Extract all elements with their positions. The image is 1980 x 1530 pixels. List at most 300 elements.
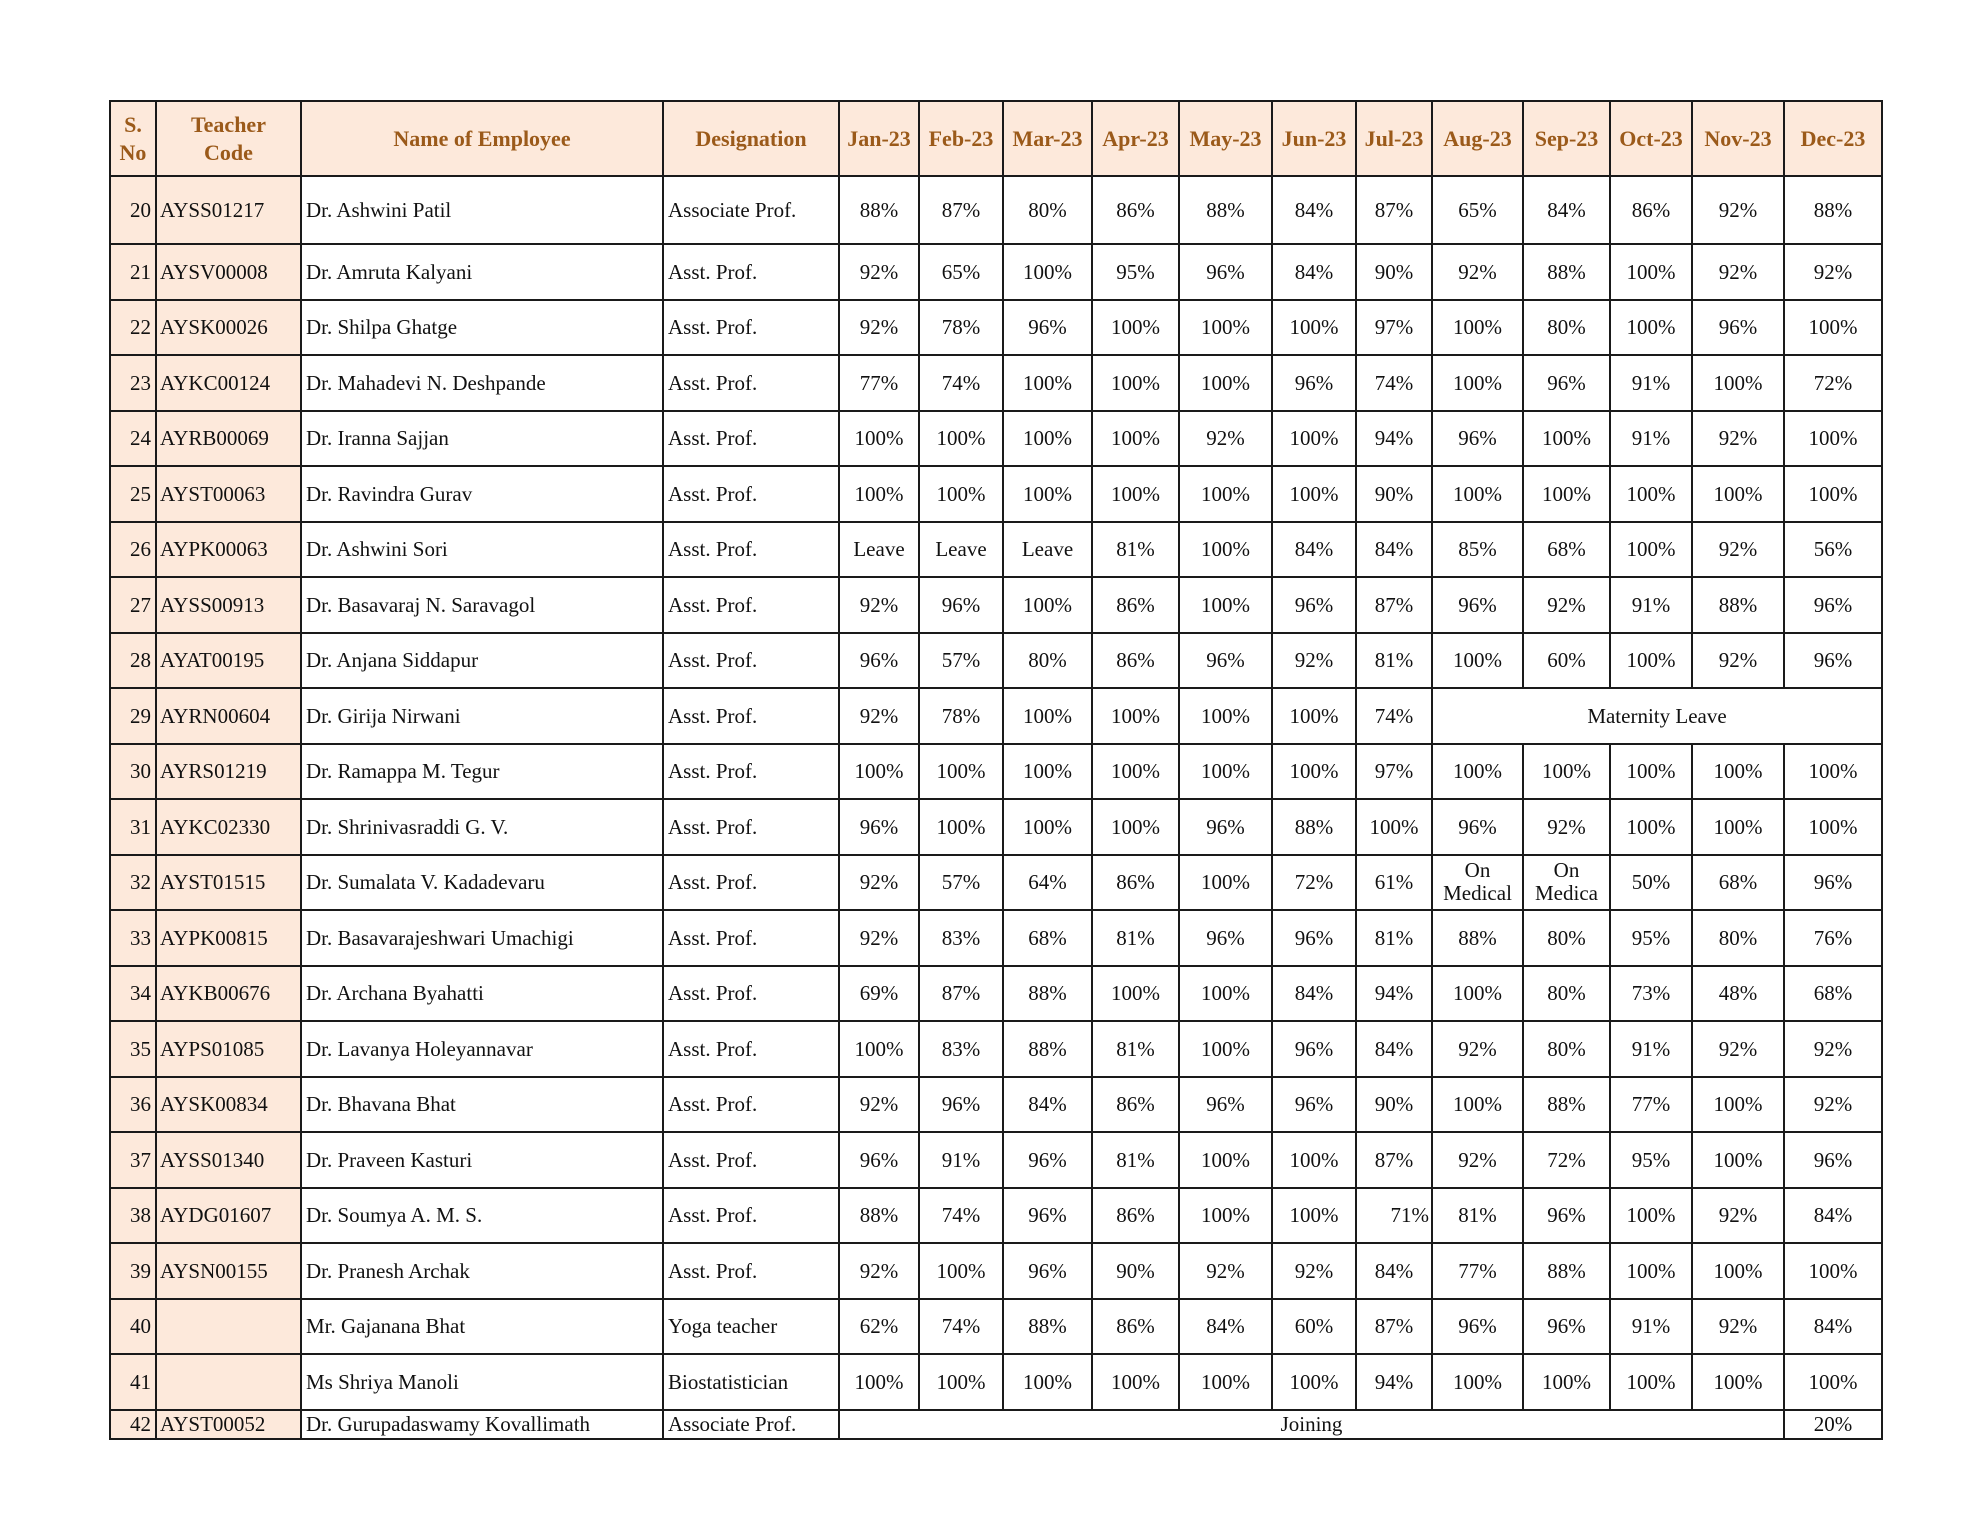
attendance-cell: 96% (1523, 1299, 1610, 1355)
attendance-cell: 76% (1784, 910, 1882, 966)
teacher-code-cell: AYST00052 (156, 1410, 301, 1439)
attendance-cell: 100% (1610, 1243, 1692, 1299)
attendance-cell: 100% (1003, 244, 1092, 300)
attendance-cell: 96% (1179, 1077, 1272, 1133)
header-month: Feb-23 (919, 101, 1003, 176)
attendance-cell: 86% (1092, 1188, 1179, 1244)
header-month: Mar-23 (1003, 101, 1092, 176)
attendance-cell: 92% (1692, 411, 1784, 467)
employee-name-cell: Dr. Sumalata V. Kadadevaru (301, 855, 663, 911)
attendance-cell: 92% (1784, 244, 1882, 300)
designation-cell: Associate Prof. (663, 176, 839, 244)
attendance-cell: 96% (839, 799, 919, 855)
employee-name-cell: Dr. Ashwini Patil (301, 176, 663, 244)
header-sno-line1: S. (124, 112, 142, 137)
table-row (110, 1410, 1882, 1439)
attendance-cell: 97% (1356, 744, 1432, 800)
attendance-cell: 87% (1356, 1132, 1432, 1188)
designation-cell: Asst. Prof. (663, 355, 839, 411)
attendance-cell: 100% (1179, 466, 1272, 522)
attendance-cell: 81% (1356, 910, 1432, 966)
attendance-cell: 92% (839, 1243, 919, 1299)
attendance-cell: 96% (1272, 910, 1356, 966)
serial-number-cell: 24 (110, 411, 156, 467)
attendance-cell: 100% (1432, 966, 1523, 1022)
attendance-cell: 100% (1610, 1188, 1692, 1244)
table-row (110, 522, 1882, 578)
attendance-cell: 92% (839, 855, 919, 911)
attendance-cell: 91% (919, 1132, 1003, 1188)
header-sno-line2: No (119, 139, 147, 165)
attendance-cell: 81% (1092, 1132, 1179, 1188)
attendance-cell: 92% (839, 244, 919, 300)
attendance-cell: 100% (1610, 466, 1692, 522)
table-row (110, 411, 1882, 467)
teacher-code-cell: AYKC02330 (156, 799, 301, 855)
attendance-cell: 74% (1356, 688, 1432, 744)
attendance-cell: 100% (1610, 1354, 1692, 1410)
attendance-cell: 96% (1003, 1188, 1092, 1244)
serial-number-cell: 36 (110, 1077, 156, 1133)
attendance-cell: 100% (1179, 855, 1272, 911)
attendance-cell: 86% (1092, 1299, 1179, 1355)
attendance-cell: 100% (1179, 577, 1272, 633)
attendance-cell: 91% (1610, 1299, 1692, 1355)
serial-number-cell: 27 (110, 577, 156, 633)
attendance-cell: 81% (1356, 633, 1432, 689)
attendance-cell: 100% (1432, 300, 1523, 356)
table-row (110, 577, 1882, 633)
attendance-cell: 100% (1092, 466, 1179, 522)
attendance-cell: 60% (1523, 633, 1610, 689)
attendance-cell: 100% (1356, 799, 1432, 855)
serial-number-cell: 33 (110, 910, 156, 966)
designation-cell: Asst. Prof. (663, 244, 839, 300)
attendance-cell: 88% (1784, 176, 1882, 244)
designation-cell: Yoga teacher (663, 1299, 839, 1355)
attendance-cell: 100% (1523, 411, 1610, 467)
attendance-cell: 92% (1432, 1132, 1523, 1188)
attendance-cell: 96% (839, 633, 919, 689)
employee-name-cell: Dr. Basavarajeshwari Umachigi (301, 910, 663, 966)
attendance-cell: 64% (1003, 855, 1092, 911)
teacher-code-cell: AYST00063 (156, 466, 301, 522)
employee-name-cell: Dr. Basavaraj N. Saravagol (301, 577, 663, 633)
header-sno (110, 101, 156, 176)
attendance-cell: 100% (1003, 577, 1092, 633)
attendance-cell: 50% (1610, 855, 1692, 911)
attendance-cell: 100% (1784, 300, 1882, 356)
attendance-cell: 100% (1784, 744, 1882, 800)
attendance-cell: 96% (1003, 1243, 1092, 1299)
employee-name-cell: Dr. Iranna Sajjan (301, 411, 663, 467)
table-row (110, 176, 1882, 244)
designation-cell: Asst. Prof. (663, 522, 839, 578)
attendance-cell: 68% (1523, 522, 1610, 578)
attendance-cell: 80% (1523, 966, 1610, 1022)
header-month: May-23 (1179, 101, 1272, 176)
merged-note-cell: Maternity Leave (1432, 688, 1882, 744)
attendance-cell: 74% (919, 1299, 1003, 1355)
attendance-cell: 96% (1272, 355, 1356, 411)
attendance-cell: 100% (1523, 1354, 1610, 1410)
employee-name-cell: Dr. Anjana Siddapur (301, 633, 663, 689)
attendance-cell: 100% (1003, 411, 1092, 467)
attendance-cell: 100% (1610, 300, 1692, 356)
designation-cell: Asst. Prof. (663, 1021, 839, 1077)
attendance-cell: 100% (1784, 799, 1882, 855)
serial-number-cell: 26 (110, 522, 156, 578)
employee-name-cell: Dr. Lavanya Holeyannavar (301, 1021, 663, 1077)
attendance-cell: 62% (839, 1299, 919, 1355)
attendance-cell: 100% (1610, 799, 1692, 855)
designation-cell: Asst. Prof. (663, 966, 839, 1022)
attendance-cell: 96% (1523, 1188, 1610, 1244)
designation-cell: Asst. Prof. (663, 466, 839, 522)
attendance-cell: 48% (1692, 966, 1784, 1022)
attendance-cell: 100% (1432, 633, 1523, 689)
attendance-cell: 100% (919, 1354, 1003, 1410)
attendance-cell: 96% (1784, 577, 1882, 633)
attendance-cell: 96% (1272, 1077, 1356, 1133)
teacher-code-cell: AYSV00008 (156, 244, 301, 300)
attendance-table (109, 100, 1883, 1440)
attendance-cell: 96% (1692, 300, 1784, 356)
attendance-cell: 96% (919, 577, 1003, 633)
attendance-cell: 96% (919, 1077, 1003, 1133)
attendance-cell: 81% (1092, 1021, 1179, 1077)
attendance-cell: 92% (1692, 522, 1784, 578)
attendance-cell: 61% (1356, 855, 1432, 911)
attendance-cell: 100% (1003, 688, 1092, 744)
employee-name-cell: Dr. Ashwini Sori (301, 522, 663, 578)
table-row (110, 355, 1882, 411)
attendance-cell: 100% (919, 466, 1003, 522)
attendance-cell: 81% (1092, 522, 1179, 578)
attendance-cell: 100% (1272, 466, 1356, 522)
attendance-cell: 100% (1179, 1021, 1272, 1077)
attendance-cell: 80% (1003, 633, 1092, 689)
attendance-cell: 96% (1179, 244, 1272, 300)
attendance-cell: 90% (1356, 244, 1432, 300)
employee-name-cell: Dr. Amruta Kalyani (301, 244, 663, 300)
attendance-cell: 92% (1692, 1188, 1784, 1244)
attendance-cell: 100% (1272, 688, 1356, 744)
attendance-cell: 100% (839, 1021, 919, 1077)
employee-name-cell: Dr. Girija Nirwani (301, 688, 663, 744)
attendance-cell: 84% (1272, 966, 1356, 1022)
attendance-cell: 88% (839, 1188, 919, 1244)
attendance-cell: 100% (1784, 1354, 1882, 1410)
attendance-cell: 100% (1092, 799, 1179, 855)
serial-number-cell: 31 (110, 799, 156, 855)
attendance-cell: 88% (1003, 1021, 1092, 1077)
attendance-cell: 85% (1432, 522, 1523, 578)
attendance-cell: 100% (1692, 466, 1784, 522)
attendance-cell: 100% (1003, 799, 1092, 855)
attendance-cell: 60% (1272, 1299, 1356, 1355)
attendance-cell: 91% (1610, 355, 1692, 411)
attendance-cell: 100% (1092, 1354, 1179, 1410)
attendance-cell: 96% (1432, 577, 1523, 633)
employee-name-cell: Dr. Praveen Kasturi (301, 1132, 663, 1188)
attendance-cell: 80% (1523, 300, 1610, 356)
attendance-cell: 92% (1692, 244, 1784, 300)
attendance-cell: 57% (919, 633, 1003, 689)
attendance-cell: 100% (1003, 1354, 1092, 1410)
attendance-cell: 83% (919, 1021, 1003, 1077)
attendance-cell: 100% (1179, 744, 1272, 800)
serial-number-cell: 30 (110, 744, 156, 800)
attendance-cell: 92% (1272, 633, 1356, 689)
attendance-cell: 88% (1003, 1299, 1092, 1355)
teacher-code-cell: AYPK00815 (156, 910, 301, 966)
teacher-code-cell: AYSS01217 (156, 176, 301, 244)
header-month: Jan-23 (839, 101, 919, 176)
attendance-cell: 95% (1092, 244, 1179, 300)
attendance-cell: 84% (1523, 176, 1610, 244)
attendance-cell: 94% (1356, 966, 1432, 1022)
teacher-code-cell: AYSS00913 (156, 577, 301, 633)
attendance-cell: 72% (1784, 355, 1882, 411)
attendance-cell: 90% (1092, 1243, 1179, 1299)
attendance-cell: 96% (1179, 799, 1272, 855)
table-row (110, 688, 1882, 744)
attendance-cell: 100% (1272, 1188, 1356, 1244)
attendance-cell: 87% (919, 176, 1003, 244)
table-row (110, 910, 1882, 966)
attendance-cell: 80% (1523, 1021, 1610, 1077)
attendance-cell: 88% (1523, 1243, 1610, 1299)
attendance-cell: 88% (1692, 577, 1784, 633)
attendance-cell: 100% (1092, 966, 1179, 1022)
attendance-cell: 100% (1179, 688, 1272, 744)
attendance-cell: 92% (839, 688, 919, 744)
header-month: Dec-23 (1784, 101, 1882, 176)
serial-number-cell: 38 (110, 1188, 156, 1244)
attendance-cell: Leave (839, 522, 919, 578)
attendance-cell: 100% (1179, 1132, 1272, 1188)
attendance-cell: 81% (1432, 1188, 1523, 1244)
attendance-cell: 77% (839, 355, 919, 411)
serial-number-cell: 39 (110, 1243, 156, 1299)
attendance-cell: 100% (1692, 744, 1784, 800)
attendance-cell: 96% (1179, 633, 1272, 689)
attendance-cell: 72% (1272, 855, 1356, 911)
serial-number-cell: 35 (110, 1021, 156, 1077)
attendance-cell: 100% (1092, 300, 1179, 356)
attendance-cell: 84% (1003, 1077, 1092, 1133)
attendance-cell: 100% (1179, 1354, 1272, 1410)
attendance-cell: 91% (1610, 1021, 1692, 1077)
attendance-cell: 84% (1784, 1299, 1882, 1355)
attendance-cell: 96% (1003, 300, 1092, 356)
attendance-cell: 92% (1784, 1021, 1882, 1077)
attendance-cell: 100% (919, 799, 1003, 855)
attendance-cell: 92% (1523, 799, 1610, 855)
attendance-cell: 86% (1092, 633, 1179, 689)
designation-cell: Asst. Prof. (663, 744, 839, 800)
attendance-cell: 94% (1356, 411, 1432, 467)
attendance-cell: 100% (1272, 1132, 1356, 1188)
attendance-cell: 100% (1432, 466, 1523, 522)
header-month: Aug-23 (1432, 101, 1523, 176)
teacher-code-cell: AYSS01340 (156, 1132, 301, 1188)
attendance-cell: 92% (1692, 176, 1784, 244)
attendance-cell: 96% (1432, 1299, 1523, 1355)
attendance-cell: 92% (1784, 1077, 1882, 1133)
attendance-cell: 86% (1092, 176, 1179, 244)
attendance-cell: 100% (919, 1243, 1003, 1299)
header-row (110, 101, 1882, 176)
attendance-cell: 88% (839, 176, 919, 244)
designation-cell: Asst. Prof. (663, 1077, 839, 1133)
serial-number-cell: 40 (110, 1299, 156, 1355)
attendance-cell: 100% (839, 744, 919, 800)
attendance-cell: 100% (1092, 411, 1179, 467)
serial-number-cell: 21 (110, 244, 156, 300)
attendance-cell: 100% (1092, 355, 1179, 411)
attendance-cell: 96% (1784, 1132, 1882, 1188)
serial-number-cell: 34 (110, 966, 156, 1022)
attendance-cell: 100% (1523, 466, 1610, 522)
attendance-cell: 71% (1356, 1188, 1432, 1244)
header-teacher-code (156, 101, 301, 176)
attendance-cell: 95% (1610, 1132, 1692, 1188)
serial-number-cell: 25 (110, 466, 156, 522)
attendance-cell: 20% (1784, 1410, 1882, 1439)
attendance-cell: 88% (1523, 244, 1610, 300)
employee-name-cell: Mr. Gajanana Bhat (301, 1299, 663, 1355)
teacher-code-cell: AYKC00124 (156, 355, 301, 411)
table-row (110, 1299, 1882, 1355)
attendance-cell: 92% (839, 1077, 919, 1133)
attendance-cell: 68% (1784, 966, 1882, 1022)
attendance-cell: 86% (1092, 577, 1179, 633)
attendance-cell: 100% (1432, 1354, 1523, 1410)
table-row (110, 799, 1882, 855)
attendance-cell: 100% (1272, 411, 1356, 467)
attendance-cell: 100% (1272, 300, 1356, 356)
attendance-cell: 80% (1523, 910, 1610, 966)
attendance-cell: 74% (919, 355, 1003, 411)
attendance-cell: 100% (1692, 1132, 1784, 1188)
attendance-cell: 100% (1179, 522, 1272, 578)
attendance-cell: 100% (1092, 744, 1179, 800)
employee-name-cell: Dr. Ravindra Gurav (301, 466, 663, 522)
designation-cell: Asst. Prof. (663, 1132, 839, 1188)
serial-number-cell: 32 (110, 855, 156, 911)
attendance-cell: Leave (919, 522, 1003, 578)
attendance-cell: 100% (1179, 1188, 1272, 1244)
teacher-code-cell: AYKB00676 (156, 966, 301, 1022)
designation-cell: Asst. Prof. (663, 1188, 839, 1244)
attendance-cell: 92% (1272, 1243, 1356, 1299)
attendance-cell: 57% (919, 855, 1003, 911)
attendance-cell: 80% (1003, 176, 1092, 244)
employee-name-cell: Dr. Shilpa Ghatge (301, 300, 663, 356)
serial-number-cell: 22 (110, 300, 156, 356)
designation-cell: Asst. Prof. (663, 1243, 839, 1299)
table-row (110, 966, 1882, 1022)
designation-cell: Asst. Prof. (663, 633, 839, 689)
attendance-cell: 88% (1272, 799, 1356, 855)
table-row (110, 1188, 1882, 1244)
attendance-cell: 100% (1523, 744, 1610, 800)
header-code-line1: Teacher (191, 112, 266, 137)
attendance-cell: 83% (919, 910, 1003, 966)
attendance-cell: 90% (1356, 466, 1432, 522)
attendance-cell: 100% (1610, 522, 1692, 578)
teacher-code-cell: AYSK00834 (156, 1077, 301, 1133)
designation-cell: Associate Prof. (663, 1410, 839, 1439)
attendance-cell: 92% (839, 300, 919, 356)
attendance-cell: 77% (1432, 1243, 1523, 1299)
attendance-cell: 100% (1610, 244, 1692, 300)
attendance-cell: 88% (1003, 966, 1092, 1022)
attendance-cell: 96% (839, 1132, 919, 1188)
serial-number-cell: 41 (110, 1354, 156, 1410)
attendance-cell: 81% (1092, 910, 1179, 966)
attendance-cell: 100% (1179, 300, 1272, 356)
designation-cell: Asst. Prof. (663, 855, 839, 911)
table-row (110, 1132, 1882, 1188)
attendance-cell: 73% (1610, 966, 1692, 1022)
attendance-cell: 100% (1784, 466, 1882, 522)
attendance-cell: 84% (1272, 176, 1356, 244)
attendance-cell: 100% (1432, 1077, 1523, 1133)
attendance-cell: 100% (1003, 744, 1092, 800)
attendance-cell: 100% (839, 1354, 919, 1410)
attendance-cell: 100% (1003, 355, 1092, 411)
attendance-cell: 92% (1692, 633, 1784, 689)
attendance-cell: 100% (919, 411, 1003, 467)
attendance-cell: 96% (1179, 910, 1272, 966)
attendance-cell: 86% (1092, 1077, 1179, 1133)
attendance-cell: 100% (1272, 1354, 1356, 1410)
attendance-cell: 100% (1692, 1354, 1784, 1410)
attendance-cell: 74% (919, 1188, 1003, 1244)
attendance-cell: 96% (1003, 1132, 1092, 1188)
attendance-cell: 97% (1356, 300, 1432, 356)
table-row (110, 244, 1882, 300)
employee-name-cell: Dr. Archana Byahatti (301, 966, 663, 1022)
teacher-code-cell: AYAT00195 (156, 633, 301, 689)
attendance-cell: 78% (919, 688, 1003, 744)
employee-name-cell: Dr. Gurupadaswamy Kovallimath (301, 1410, 663, 1439)
header-month: Apr-23 (1092, 101, 1179, 176)
attendance-cell: 100% (1432, 355, 1523, 411)
attendance-cell: 92% (839, 577, 919, 633)
table-row (110, 1354, 1882, 1410)
table-row (110, 1077, 1882, 1133)
designation-cell: Biostatistician (663, 1354, 839, 1410)
attendance-cell: 90% (1356, 1077, 1432, 1133)
attendance-cell: 100% (1003, 466, 1092, 522)
attendance-cell: 100% (1784, 1243, 1882, 1299)
attendance-cell: 72% (1523, 1132, 1610, 1188)
header-designation: Designation (663, 101, 839, 176)
attendance-cell: 96% (1432, 411, 1523, 467)
attendance-cell: 84% (1179, 1299, 1272, 1355)
serial-number-cell: 28 (110, 633, 156, 689)
table-row (110, 1021, 1882, 1077)
attendance-cell: 91% (1610, 577, 1692, 633)
attendance-cell: 94% (1356, 1354, 1432, 1410)
employee-name-cell: Dr. Mahadevi N. Deshpande (301, 355, 663, 411)
attendance-cell: 87% (1356, 176, 1432, 244)
attendance-cell: 100% (1692, 799, 1784, 855)
